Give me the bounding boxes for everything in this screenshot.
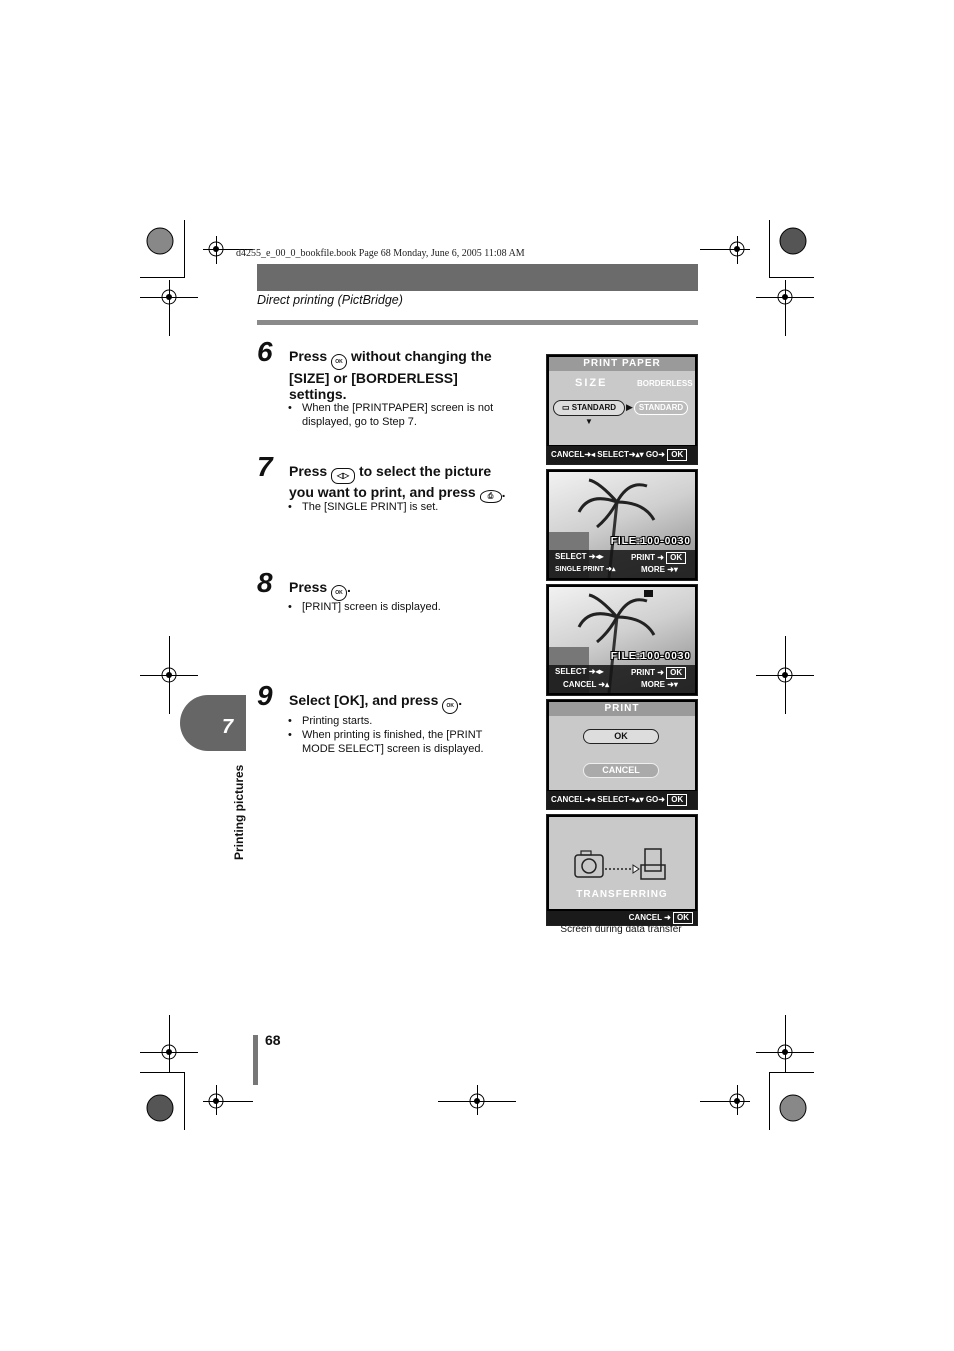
section-rule [257,320,698,325]
arrow-right-icon: ▶ [626,402,633,412]
bullet-item: • Printing starts. [288,714,514,728]
bullet-item: • When the [PRINTPAPER] screen is not displayed, go to Step 7. [288,401,514,429]
step-bullets [288,714,514,756]
borderless-label: BORDERLESS [637,379,693,388]
file-number: FILE:100-0030 [610,536,691,547]
print-screen: PRINT OK CANCEL CANCEL➜◂ SELECT➜▴▾ GO➜ OK [546,699,698,810]
screen-caption: Screen during data transfer [560,924,682,935]
file-header: d4255_e_00_0_bookfile.book Page 68 Monday, June 6, 2005 11:08 AM [236,248,525,259]
borderless-option[interactable]: STANDARD [634,401,688,415]
step-number: 6 [257,336,273,367]
step-bullets [288,500,514,514]
step-bullets [288,401,514,429]
chapter-tab [180,695,246,751]
chapter-label: Printing pictures [232,764,246,860]
step-title: Select [OK], and press OK . [289,692,519,714]
arrow-down-icon: ▼ [585,417,593,426]
page-number: 68 [265,1032,281,1048]
step-number: 7 [257,451,273,482]
file-number: FILE:100-0030 [610,651,691,662]
page-bar [253,1035,258,1085]
step-number: 9 [257,680,273,711]
transferring-label: TRANSFERRING [576,889,668,900]
photo-screen-marked [546,584,698,696]
cancel-option[interactable]: CANCEL [583,763,659,778]
screen-bar: SELECT ➜◂▸ PRINT ➜ OK SINGLE PRINT ➜▴ MORE ➜▾ [549,550,695,578]
transfer-screen [546,814,698,926]
ok-option[interactable]: OK [583,729,659,744]
camera-to-printer-icon [573,847,673,883]
section-title: Direct printing (PictBridge) [257,293,403,307]
ok-menu-button-icon: OK [442,698,458,714]
size-option[interactable]: ▭ STANDARD [553,400,625,416]
step-title: Press ◁▷ to select the picture you want to print, and press ⎙ . [289,463,519,503]
bullet-item: • The [SINGLE PRINT] is set. [288,500,514,514]
step-number: 8 [257,567,273,598]
step-title: Press OK without changing the [SIZE] or [BORDERLESS] settings. [289,348,492,402]
print-button-icon: ⎙ [480,490,502,503]
size-label: SIZE [575,377,608,389]
bullet-item: • When printing is finished, the [PRINT MODE SELECT] screen is displayed. [288,728,514,756]
chapter-number: 7 [222,716,234,738]
step-title: Press OK . [289,579,519,601]
screen-bar: CANCEL ➜ OK [547,911,697,925]
print-paper-screen: PRINT PAPER SIZE BORDERLESS ▭ STANDARD ▶ STANDARD ▼ CANCEL➜◂ SELECT➜▴▾ GO➜ OK [546,354,698,465]
ok-menu-button-icon: OK [331,354,347,370]
screen-bar: CANCEL➜◂ SELECT➜▴▾ GO➜ OK [547,446,697,464]
header-band [257,264,698,291]
left-right-arrows-icon: ◁▷ [331,468,355,484]
paper-icon: ▭ [561,403,570,412]
bullet-item: • [PRINT] screen is displayed. [288,600,514,614]
screen-bar: CANCEL➜◂ SELECT➜▴▾ GO➜ OK [547,791,697,809]
ok-menu-button-icon: OK [331,585,347,601]
photo-screen-single [546,469,698,581]
screen-bar: SELECT ➜◂▸ PRINT ➜ OK CANCEL ➜▴ MORE ➜▾ [549,665,695,693]
step-bullets [288,600,514,614]
